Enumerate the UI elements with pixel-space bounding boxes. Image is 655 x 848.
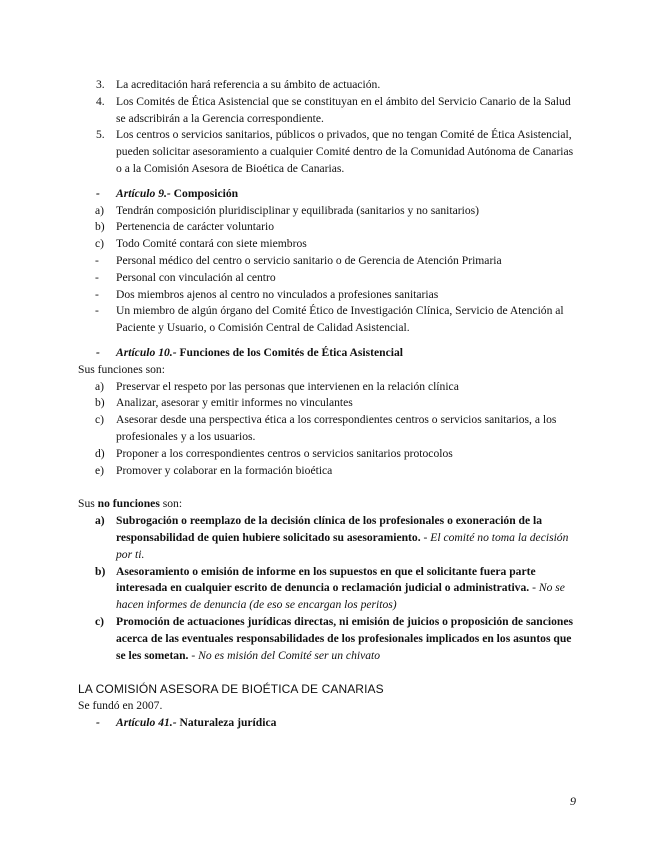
art9-item [78, 236, 578, 253]
numbered-item-3 [78, 77, 578, 94]
no-funcion-item [78, 513, 578, 563]
heading-dash: - [96, 715, 100, 729]
item-marker: e) [95, 463, 105, 477]
art9-item [78, 203, 578, 220]
item-text: Dos miembros ajenos al centro no vinculados a profesiones sanitarias [116, 287, 439, 301]
item-marker: a) [95, 379, 105, 393]
intro-post: son: [159, 497, 183, 511]
art10-item [78, 379, 578, 396]
item-text: Los Comités de Ética Asistencial que se constituyan en el ámbito del Servicio Canario de la Salud se adscribirán a la Gerencia correspondiente. [116, 94, 571, 125]
item-number: 4. [96, 94, 105, 108]
item-marker: d) [95, 446, 105, 460]
art41-heading [78, 715, 578, 732]
item-bold-text: Subrogación o reemplazo de la decisión clínica de los profesionales o exoneración de la responsabilidad de quien hubiere solicitado su asesoramiento. [116, 514, 543, 544]
art10-item [78, 395, 578, 412]
item-text: Analizar, asesorar y emitir informes no vinculantes [116, 396, 353, 410]
art9-item [78, 253, 578, 270]
numbered-item-4 [78, 94, 578, 128]
item-marker: c) [95, 413, 105, 427]
item-text: Pertenencia de carácter voluntario [116, 220, 275, 234]
art10-heading [78, 345, 578, 362]
item-marker: a) [95, 514, 105, 528]
page-number: 9 [570, 794, 576, 808]
item-marker: - [95, 304, 99, 318]
item-marker: - [95, 253, 99, 267]
item-number: 5. [96, 128, 105, 142]
no-funciones-intro [78, 496, 578, 513]
item-marker: c) [95, 237, 105, 251]
art9-title: Composición [173, 186, 239, 200]
comision-founded: Se fundó en 2007. [78, 699, 163, 713]
art10-item [78, 412, 578, 446]
art9-item [78, 270, 578, 287]
item-marker: b) [95, 564, 106, 578]
art10-item [78, 463, 578, 480]
item-note: - El comité no toma la decisión por ti. [116, 530, 569, 561]
item-marker: b) [95, 220, 105, 234]
item-text: Asesorar desde una perspectiva ética a los correspondientes centros o servicios sanitarios, a los profesionales y a los usuarios. [116, 413, 557, 443]
item-text: Todo Comité contará con siete miembros [116, 237, 307, 251]
item-text: Tendrán composición pluridisciplinar y equilibrada (sanitarios y no sanitarios) [116, 203, 480, 217]
item-text: Proponer a los correspondientes centros o servicios sanitarios protocolos [116, 446, 453, 460]
item-marker: - [95, 270, 99, 284]
item-text: Preservar el respeto por las personas que intervienen en la relación clínica [116, 379, 459, 393]
no-funcion-item [78, 564, 578, 614]
art10-prefix: Artículo 10.- [116, 345, 177, 359]
intro-bold: no funciones [97, 497, 160, 511]
item-text: La acreditación hará referencia a su ámbito de actuación. [116, 78, 381, 91]
item-number: 3. [96, 78, 105, 91]
item-marker: - [95, 287, 99, 301]
art9-item [78, 219, 578, 236]
art10-intro: Sus funciones son: [78, 362, 165, 376]
item-text: Personal médico del centro o servicio sanitario o de Gerencia de Atención Primaria [116, 253, 502, 267]
text-column [78, 77, 578, 732]
item-bold-text: Asesoramiento o emisión de informe en los supuestos en que el solicitante fuera parte interesada en cualquier escrito de denuncia o reclamación judicial o administrativa. [116, 564, 536, 595]
heading-dash: - [96, 345, 100, 359]
item-text: Un miembro de algún órgano del Comité Ético de Investigación Clínica, Servicio de Atención al Paciente y Usuario, o Comisión Central de Calidad Asistencial. [116, 304, 564, 335]
comision-title: LA COMISIÓN ASESORA DE BIOÉTICA DE CANARIAS [78, 682, 384, 697]
intro-pre: Sus [78, 497, 98, 511]
numbered-item-5 [78, 127, 578, 177]
art9-item [78, 287, 578, 304]
no-funcion-item [78, 614, 578, 664]
art9-prefix: Artículo 9.- [116, 186, 171, 200]
art41-title: Naturaleza jurídica [179, 715, 277, 729]
item-bold-text: Promoción de actuaciones jurídicas directas, ni emisión de juicios o proposición de sanciones acerca de las eventuales responsabilidades de los profesionales implicados en los asuntos que se les sometan. [116, 614, 573, 662]
art9-heading [78, 186, 578, 203]
item-marker: a) [95, 203, 105, 217]
art41-prefix: Artículo 41.- [116, 715, 177, 729]
item-text: Los centros o servicios sanitarios, públicos o privados, que no tengan Comité de Ética Asistencial, pueden solicitar asesoramiento a cualquier Comité dentro de la Comunidad Autónoma de Canarias o a la Comisión Asesora de Bioética de Canarias. [116, 128, 574, 175]
item-text: Promover y colaborar en la formación bioética [116, 463, 333, 477]
art9-item [78, 303, 578, 337]
heading-dash: - [96, 186, 100, 200]
item-text: Personal con vinculación al centro [116, 270, 276, 284]
item-marker: c) [95, 614, 105, 628]
art10-item [78, 446, 578, 463]
art10-title: Funciones de los Comités de Ética Asistencial [179, 345, 403, 359]
item-note: - No es misión del Comité ser un chivato [188, 648, 381, 662]
item-marker: b) [95, 396, 105, 410]
item-note: - No se hacen informes de denuncia (de eso se encargan los peritos) [116, 581, 565, 612]
